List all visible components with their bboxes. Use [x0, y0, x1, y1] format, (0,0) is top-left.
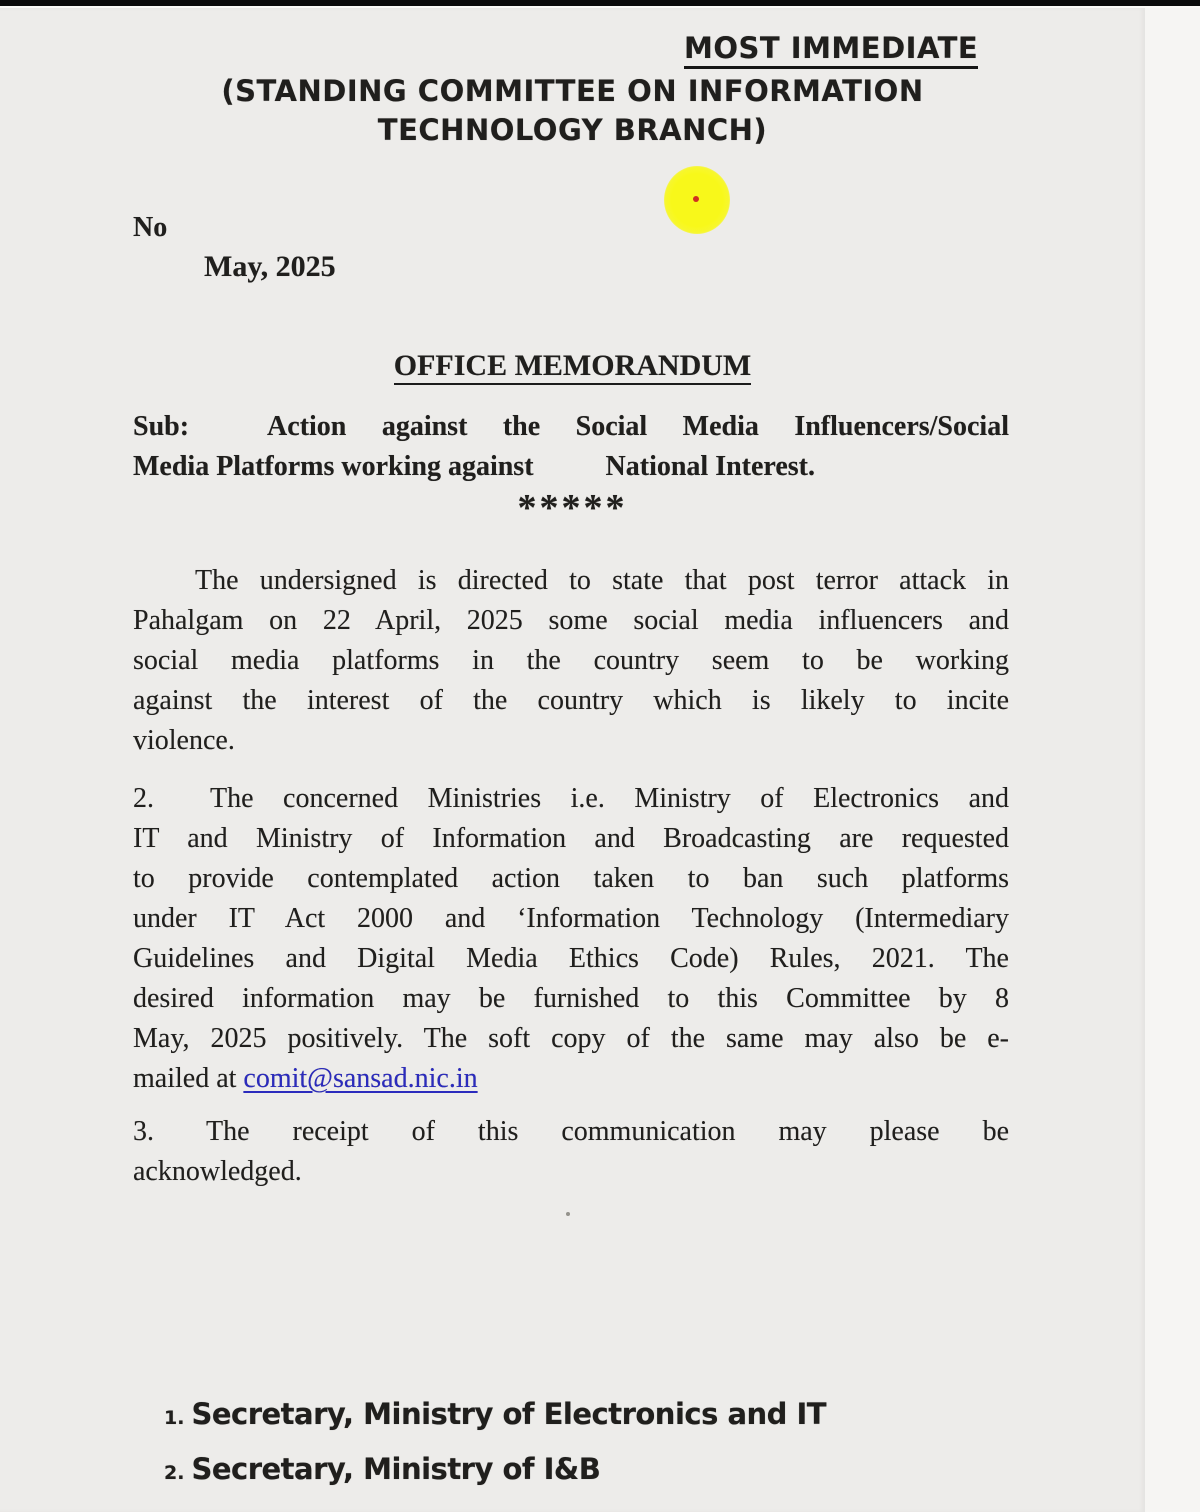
reference-number-label: No	[133, 212, 168, 243]
recipient-label: Secretary, Ministry of I&B	[191, 1452, 601, 1486]
para3-line1	[133, 1112, 1009, 1152]
subject-block	[133, 407, 1009, 487]
branch-title-line2: TECHNOLOGY BRANCH)	[377, 113, 768, 147]
para2-line-text: The concerned Ministries i.e. Ministry of Electronics and	[210, 783, 1009, 814]
para2-line: Guidelines and Digital Media Ethics Code) Rules, 2021. The	[133, 943, 1009, 974]
recipient-number: 1.	[164, 1407, 185, 1429]
para3-line2: acknowledged.	[133, 1156, 302, 1187]
branch-title-line1: (STANDING COMMITTEE ON INFORMATION	[221, 74, 924, 108]
subject-line1-text: Action against the Social Media Influencers/Social	[267, 411, 1009, 442]
para2-line	[133, 779, 1009, 819]
para2-last-line-text: mailed at	[133, 1063, 244, 1094]
subject-line2	[133, 447, 1009, 487]
para2-line: to provide contemplated action taken to ban such platforms	[133, 863, 1009, 894]
subject-line2-start: Media Platforms working against	[133, 451, 534, 482]
para1-line: The undersigned is directed to state that post terror attack in	[195, 565, 1009, 596]
cursor-highlight-overlay	[664, 166, 730, 234]
para2-line: IT and Ministry of Information and Broadcasting are requested	[133, 823, 1009, 854]
subject-line2-end: National Interest.	[605, 451, 815, 482]
para2-number: 2.	[133, 783, 154, 814]
date-line: May, 2025	[204, 250, 336, 283]
star-separator: *****	[517, 487, 628, 529]
para2-line: under IT Act 2000 and ‘Information Technology (Intermediary	[133, 903, 1009, 934]
para1-line: violence.	[133, 725, 235, 756]
recipient-number: 2.	[164, 1462, 185, 1484]
paragraph-1	[133, 561, 1009, 761]
para2-line: desired information may be furnished to this Committee by 8	[133, 983, 1009, 1014]
para3-line1-text: The receipt of this communication may please be	[206, 1116, 1009, 1147]
recipient-item	[164, 1397, 826, 1437]
para1-line: Pahalgam on 22 April, 2025 some social media influencers and	[133, 605, 1009, 636]
paragraph-3	[133, 1112, 1009, 1192]
scan-speck-artifact	[566, 1212, 570, 1216]
subject-label: Sub:	[133, 411, 190, 442]
para3-number: 3.	[133, 1116, 154, 1147]
branch-title	[0, 72, 1145, 150]
para2-last-line	[133, 1059, 1009, 1099]
memo-title	[0, 349, 1145, 383]
email-link[interactable]: comit@sansad.nic.in	[243, 1063, 478, 1094]
para2-line: May, 2025 positively. The soft copy of the same may also be e-	[133, 1023, 1009, 1054]
para1-line: against the interest of the country which is likely to incite	[133, 685, 1009, 716]
cursor-dot	[693, 196, 699, 202]
memo-title-text: OFFICE MEMORANDUM	[394, 349, 751, 385]
urgency-stamp: MOST IMMEDIATE	[684, 31, 978, 69]
subject-line1	[133, 407, 1009, 447]
para1-line: social media platforms in the country seem to be working	[133, 645, 1009, 676]
paragraph-2	[133, 779, 1009, 1099]
recipient-item	[164, 1452, 600, 1492]
recipient-label: Secretary, Ministry of Electronics and IT	[191, 1397, 827, 1431]
